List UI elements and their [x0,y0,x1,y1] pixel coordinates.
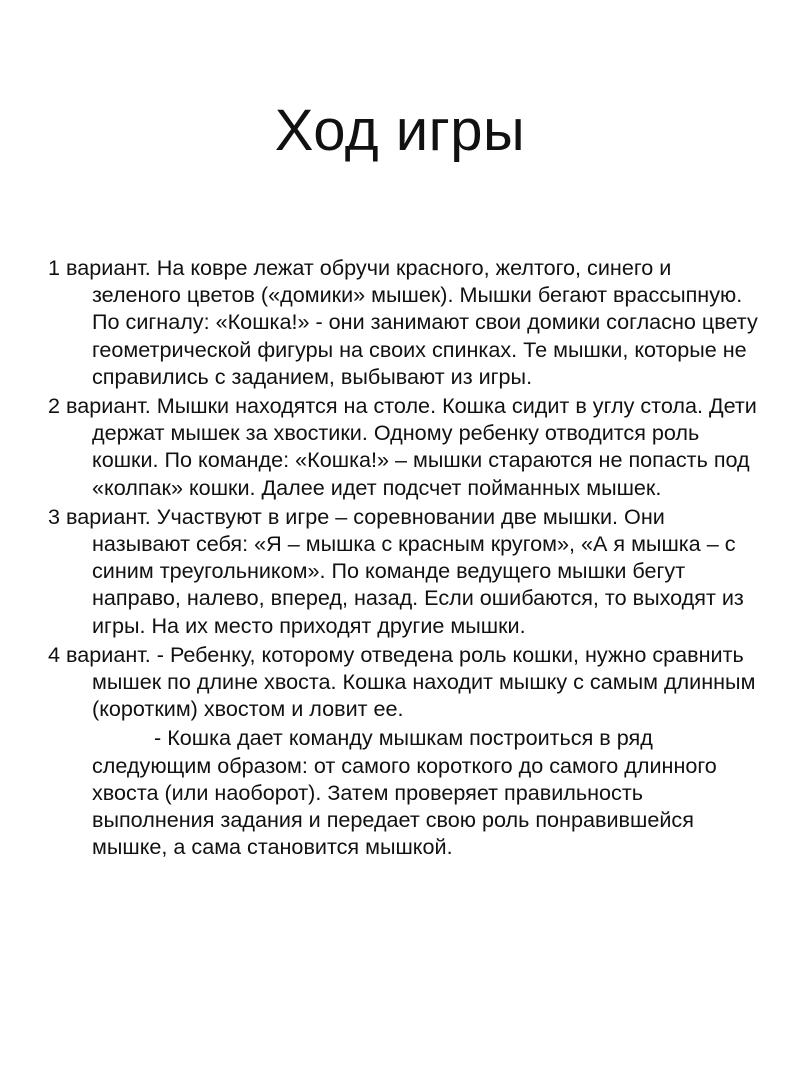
variant-text: - Кошка дает команду мышкам построиться в ряд следующим образом: от самого короткого до самого длинного хвоста (или наоборот). Затем проверяет правильность выполнения задания и передает свою роль понравившейся мышке, а сама становится мышкой. [92,725,717,860]
paragraph-variant-1 [48,254,766,390]
paragraph-variant-4 [48,641,766,723]
variant-label: 1 вариант. [48,255,151,280]
paragraph-variant-3 [48,503,766,639]
paragraph-variant-2 [48,392,766,501]
slide-title: Ход игры [274,98,526,163]
variant-text: Мышки находятся на столе. Кошка сидит в углу стола. Дети держат мышек за хвостики. Одному ребенку отводится роль кошки. По команде: «Кошка!» – мышки стараются не попасть под «колпак» кошки. Далее идет подсчет пойманных мышек. [92,393,757,500]
variant-label: 4 вариант. [48,641,151,667]
variant-text: Участвуют в игре – соревновании две мышки. Они называют себя: «Я – мышка с красным кругом», «А я мышка – с синим треугольником». По команде ведущего мышки бегут направо, налево, вперед, назад. Если ошибаются, то выходят из игры. На их место приходят другие мышки. [92,503,744,638]
variant-label: 3 вариант. [48,503,151,529]
paragraph-variant-4-continued [48,724,766,860]
slide-body [48,254,766,862]
variant-text: - Ребенку, которому отведена роль кошки, нужно сравнить мышек по длине хвоста. Кошка находит мышку с самым длинным (коротким) хвостом и ловит ее. [92,641,756,722]
variant-label: 2 вариант. [48,393,151,419]
variant-text: На ковре лежат обручи красного, желтого, синего и зеленого цветов («домики» мышек). Мышки бегают врассыпную. По сигналу: «Кошка!» - они занимают свои домики согласно цвету геометрической фигуры на своих спинках. Те мышки, которые не справились с заданием, выбывают из игры. [92,255,758,389]
